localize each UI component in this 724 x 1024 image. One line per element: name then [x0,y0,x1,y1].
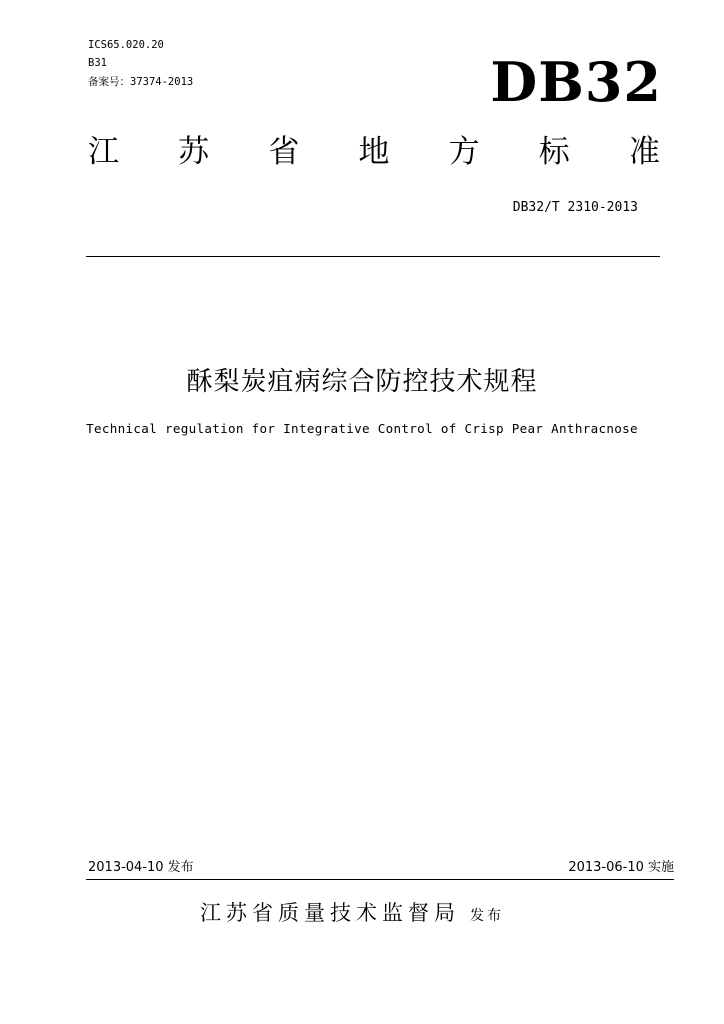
footer-divider [86,879,674,880]
publisher-suffix: 发布 [470,908,504,924]
issue-date: 2013-04-10 发布 [88,860,194,875]
publisher-line [200,897,504,927]
standard-type-char: 省 [268,134,300,170]
ics-code: ICS65.020.20 [88,39,164,51]
document-title-en: Technical regulation for Integrative Control of Crisp Pear Anthracnose [86,421,638,436]
standard-type-char: 江 [88,134,119,170]
standard-number: DB32/T 2310-2013 [512,200,638,215]
classification-code: B31 [88,57,107,69]
filing-number: 备案号：37374-2013 [88,76,194,88]
standard-type-title [88,132,660,172]
db32-logo: DB32 [490,50,662,114]
standard-type-char: 方 [448,134,480,170]
standard-type-char: 地 [358,134,390,170]
implementation-date: 2013-06-10 实施 [568,860,674,875]
standard-type-char: 标 [538,134,570,170]
header-divider [86,256,660,257]
document-title-cn: 酥梨炭疽病综合防控技术规程 [186,367,538,397]
standard-type-char: 苏 [178,134,210,170]
standard-type-char: 准 [628,134,660,170]
publisher-name: 江苏省质量技术监督局 [200,901,460,925]
